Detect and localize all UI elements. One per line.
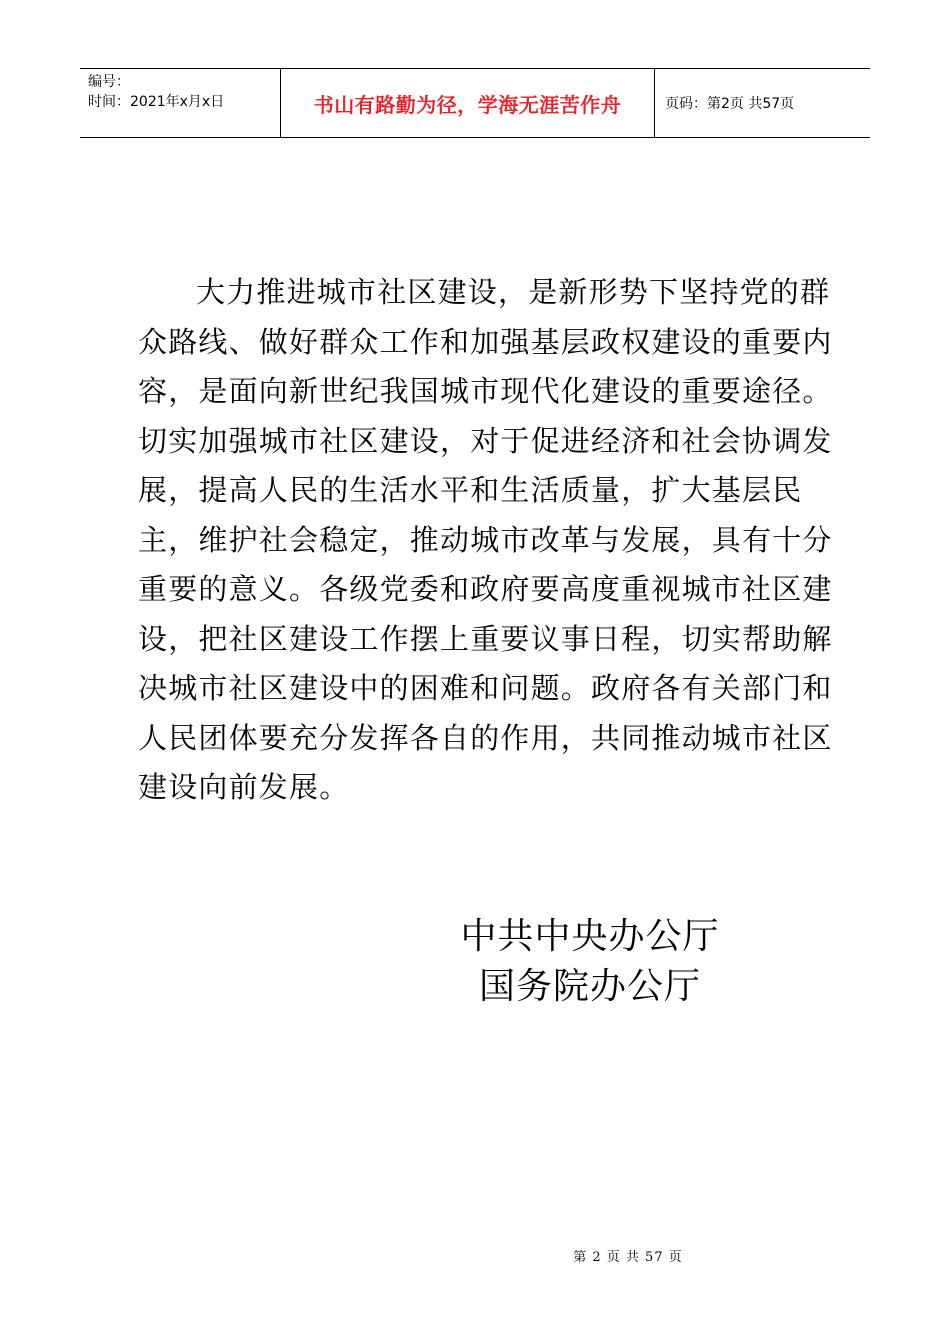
header-meta-cell [80, 69, 281, 137]
signature-line-2: 国务院办公厅 [478, 966, 701, 1007]
page-footer [0, 1246, 950, 1265]
signature-block [420, 912, 760, 1012]
signature-line-1: 中共中央办公厅 [460, 916, 720, 957]
time-label: 时间：2021年x月x日 [88, 94, 225, 110]
page-info: 页码：第2页 共57页 [665, 96, 795, 112]
document-header [80, 68, 870, 138]
main-paragraph-block [138, 268, 838, 813]
motto-text: 书山有路勤为径，学海无涯苦作舟 [313, 92, 622, 117]
footer-page-number: 第 2 页 共 57 页 [573, 1250, 683, 1265]
main-paragraph: 大力推进城市社区建设，是新形势下坚持党的群众路线、做好群众工作和加强基层政权建设的重要内容，是面向新世纪我国城市现代化建设的重要途径。切实加强城市社区建设，对于促进经济和社会协调发展，提高人民的生活水平和生活质量，扩大基层民主，维护社会稳定，推动城市改革与发展，具有十分重要的意义。各级党委和政府要高度重视城市社区建设，把社区建设工作摆上重要议事日程，切实帮助解决城市社区建设中的困难和问题。政府各有关部门和人民团体要充分发挥各自的作用，共同推动城市社区建设向前发展。 [138, 275, 833, 804]
header-motto-cell [281, 69, 655, 137]
number-label: 编号： [88, 74, 130, 90]
header-page-cell [655, 69, 870, 137]
